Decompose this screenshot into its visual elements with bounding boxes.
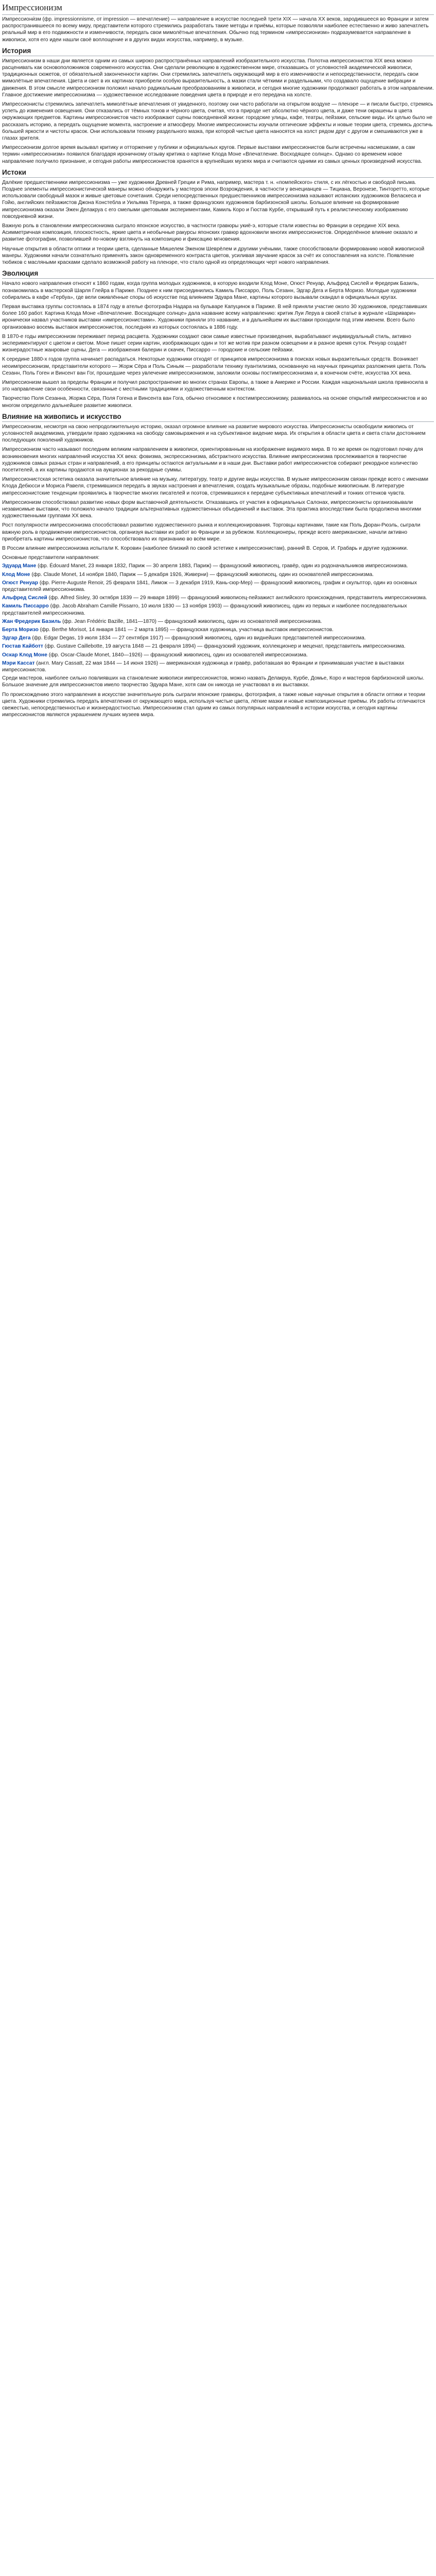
- artist-entry: [2, 635, 434, 641]
- article: [0, 0, 436, 724]
- artist-description: (фр. Alfred Sisley, 30 октября 1839 — 29 января 1899) — французский живописец-пейзажист английского происхождения, представитель импрессионизма.: [47, 595, 427, 601]
- artist-link[interactable]: Альфред Сислей: [2, 595, 47, 601]
- artist-description: (фр. Pierre-Auguste Renoir, 25 февраля 1841, Лимож — 3 декабря 1919, Кань-сюр-Мер) — французский живописец, график и скульптор, один из основных представителей импрессионизма.: [2, 580, 417, 593]
- artist-link[interactable]: Клод Моне: [2, 571, 30, 578]
- section-paragraph: Импрессионизм способствовал развитию новых форм выставочной деятельности. Отказавшись от участия в официальных Салонах, импрессионисты организовывали независимые выставки, что положило начало традиции альтернативных художественных объединений и выставок. Эта практика впоследствии была продолжена многими художественными группами XX века.: [2, 499, 422, 519]
- artist-entry: [2, 626, 434, 633]
- section-paragraph: Важную роль в становлении импрессионизма сыграло японское искусство, в частности гравюры укиё-э, которые стали известны во Франции в середине XIX века. Асимметричная композиция, плоскостность, яркие цвета и необычные ракурсы японских гравюр вдохновили многих импрессионистов. Определённое влияние оказало и развитие фотографии, позволившей по-новому взглянуть на композицию и фиксацию мгновения.: [2, 223, 417, 243]
- artist-description: (фр. Gustave Caillebotte, 19 августа 1848 — 21 февраля 1894) — французский художник, коллекционер и меценат, представитель импрессионизма.: [43, 643, 406, 650]
- section-paragraph: В России влияние импрессионизма испытали К. Коровин (наиболее близкий по своей эстетике к импрессионистам), ранний В. Серов, И. Грабарь и другие художники.: [2, 546, 408, 551]
- artist-entry: [2, 571, 434, 578]
- artist-description: (англ. Mary Cassatt, 22 мая 1844 — 14 июня 1926) — американская художница и гравёр, работавшая во Франции и принимавшая участие в выставках импрессионистов.: [2, 660, 405, 673]
- section-paragraph: К середине 1880-х годов группа начинает распадаться. Некоторые художники отходят от принципов импрессионизма в поисках новых выразительных средств. Возникает неоимпрессионизм, представители которого — Жорж Сёра и Поль Синьяк — разработали технику пуантилизма, основанную на научных принципах разложения цвета. Поль Сезанн, Поль Гоген и Винсент ван Гог, прошедшие через увлечение импрессионизмом, заложили основы постимпрессионизма и, в конечном счёте, искусства XX века.: [2, 357, 426, 376]
- artist-entry: [2, 643, 434, 650]
- closing-section: [2, 675, 434, 718]
- artist-link[interactable]: Эдгар Дега: [2, 635, 31, 641]
- artist-entry: [2, 595, 434, 601]
- section-heading: Влияние на живопись и искусство: [2, 412, 434, 422]
- artists-intro: Основные представители направления:: [2, 555, 100, 561]
- closing-paragraph: По происхождению этого направления в искусстве значительную роль сыграли японские гравюры, фотография, а также новые научные открытия в области оптики и теории цвета. Художники стремились передать впечатления от окружающего мира, используя чистые цвета, лёгкие мазки и новые композиционные приёмы. Их работы отличаются свежестью, непосредственностью и жизнерадостностью. Импрессионизм стал одним из самых популярных направлений в истории искусства, и сегодня картины импрессионистов являются украшением лучших музеев мира.: [2, 691, 425, 718]
- artist-entry: [2, 618, 434, 625]
- section-heading: Эволюция: [2, 269, 434, 279]
- section-paragraph: Далёкие предшественники импрессионизма — уже художники Древней Греции и Рима, например, мастера т. н. «помпейского» стиля, с их лёгкостью и свободой письма. Позднее элементы импрессионистической манеры можно обнаружить у мастеров эпохи Возрождения, в частности у венецианцев — Тициана, Веронезе, Тинторетто, которые использовали свободный мазок и живые цветовые сочетания. Среди непосредственных предшественников импрессионизма называют испанских художников Веласкеса и Гойю, английских пейзажистов Джона Констебла и Уильяма Тёрнера, а также французских художников барбизонской школы. Большое влияние на формирование импрессионизма оказали Эжен Делакруа с его смелыми цветовыми экспериментами, Камиль Коро и Гюстав Курбе, открывший путь к реалистическому изображению повседневной жизни.: [2, 179, 430, 219]
- artist-link[interactable]: Жан Фредерик Базиль: [2, 618, 61, 624]
- artist-description: (фр. Claude Monet, 14 ноября 1840, Париж — 5 декабря 1926, Живерни) — французский живописец, один из основателей импрессионизма.: [30, 571, 374, 578]
- section-paragraph: Импрессионизм долгое время вызывал критику и отторжение у публики и официальных кругов. Первые выставки импрессионистов были встречены насмешками, а сам термин «импрессионизм» появился благодаря ироничному отзыву критика о картине Клода Моне «Впечатление. Восходящее солнце». Однако со временем новое направление получило признание, и сегодня работы импрессионистов хранятся в крупнейших музеях мира и считаются одними из самых ценных произведений искусства.: [2, 145, 423, 164]
- section-paragraph: Импрессионизм вышел за пределы Франции и получил распространение во многих странах Европы, а также в Америке и России. Каждая национальная школа привносила в это направление свои особенности, связанные с местными традициями и художественным контекстом.: [2, 379, 428, 393]
- artist-entry: [2, 580, 434, 593]
- artist-link[interactable]: Эдуард Мане: [2, 563, 37, 569]
- closing-paragraph: Среди мастеров, наиболее сильно повлиявших на становление живописи импрессионистов, можно назвать Делакруа, Курбе, Домье, Коро и мастеров барбизонской школы. Большое значение для импрессионистов имело творчество Эдуара Мане, хотя сам он никогда не участвовал в их выставках.: [2, 675, 425, 688]
- section-heading: История: [2, 46, 434, 56]
- lead-section: [2, 16, 434, 43]
- artists-list: [2, 554, 434, 673]
- artist-description: (фр. Berthe Morisot, 14 января 1841 — 2 марта 1895) — французская художница, участница выставок импрессионистов.: [38, 627, 334, 633]
- artist-link[interactable]: Огюст Ренуар: [2, 580, 38, 586]
- section-paragraph: Первая выставка группы состоялась в 1874 году в ателье фотографа Надара на бульваре Капуцинок в Париже. В ней приняли участие около 30 художников, представивших более 160 работ. Картина Клода Моне «Впечатление. Восходящее солнце» дала название всему направлению: критик Луи Леруа в своей статье в журнале «Шаривари» иронически назвал участников выставки «импрессионистами». Художники приняли это название, и в дальнейшем их выставки проходили под этим именем. Всего было организовано восемь выставок импрессионистов, последняя из которых состоялась в 1886 году.: [2, 303, 427, 330]
- artist-link[interactable]: Гюстав Кайботт: [2, 643, 43, 650]
- artist-link[interactable]: Камиль Писсарро: [2, 603, 49, 609]
- artist-description: (фр. Édouard Manet, 23 января 1832, Париж — 30 апреля 1883, Париж) — французский живописец, гравёр, один из родоначальников импрессионизма.: [36, 563, 408, 569]
- lead-paragraph: Импрессиони́зм (фр. impressionnisme, от impression — впечатление) — направление в искусстве последней трети XIX — начала XX веков, зародившееся во Франции и затем распространившееся по всему миру, представители которого стремились разработать такие методы и приёмы, которые позволяли наиболее естественно и живо запечатлеть реальный мир в его подвижности и изменчивости, передать свои мимолётные впечатления. Обычно под термином «импрессионизм» подразумевается направление в живописи, хотя его идеи нашли своё воплощение и в других видах искусства, например, в музыке.: [2, 16, 429, 43]
- artist-description: (фр. Jean Frédéric Bazille, 1841—1870) — французский живописец, один из основателей импрессионизма.: [61, 618, 322, 624]
- artist-link[interactable]: Берта Моризо: [2, 627, 39, 633]
- section-paragraph: Начало нового направления относят к 1860 годам, когда группа молодых художников, в которую входили Клод Моне, Огюст Ренуар, Альфред Сислей и Фредерик Базиль, познакомилась в мастерской Шарля Глейра в Париже. Позднее к ним присоединились Камиль Писсарро, Поль Сезанн, Эдгар Дега и Берта Моризо. Молодые художники собирались в кафе «Гербуа», где вели оживлённые споры об искусстве под влиянием Эдуара Мане, картины которого вызывали скандал в официальных кругах.: [2, 281, 419, 300]
- section-paragraph: Рост популярности импрессионизма способствовал развитию художественного рынка и коллекционирования. Торговцы картинами, такие как Поль Дюран-Рюэль, сыграли важную роль в продвижении импрессионистов, организуя выставки их работ во Франции и за рубежом. Коллекционеры, прежде всего американские, начали активно приобретать картины импрессионистов, что способствовало их признанию во всём мире.: [2, 522, 421, 542]
- artist-description: (фр. Jacob Abraham Camille Pissarro, 10 июля 1830 — 13 ноября 1903) — французский живописец, один из первых и наиболее последовательных представителей импрессионизма.: [2, 603, 407, 616]
- artist-description: (фр. Oscar-Claude Monet, 1840—1926) — французский живописец, один из основателей импрессионизма.: [47, 652, 308, 658]
- artist-entry: [2, 603, 434, 616]
- section-paragraph: Импрессионисты стремились запечатлеть мимолётные впечатления от увиденного, поэтому они часто работали на открытом воздухе — пленэре — и писали быстро, стремясь успеть до изменения освещения. Они отказались от тёмных тонов и чёрного цвета, считая, что в природе нет абсолютно чёрного цвета, и даже тени окрашены в цвета окружающих предметов. Картины импрессионистов часто изображают сцены повседневной жизни: городские улицы, кафе, театры, пейзажи, сельские виды. Их целью было не рассказать историю, а передать ощущение момента, настроение и атмосферу. Многие импрессионисты изучали оптические эффекты и новые теории цвета, стремясь достичь большей яркости и чистоты красок. Они использовали технику раздельного мазка, при которой чистые цвета наносятся на холст рядом друг с другом и смешиваются уже в глазах зрителя.: [2, 101, 433, 142]
- section-paragraph: Научные открытия в области оптики и теории цвета, сделанные Мишелем Эженом Шеврёлем и другими учёными, также способствовали формированию новой живописной манеры. Художники начали сознательно применять закон одновременного контраста цветов, усиливая звучание красок за счёт их сопоставления на холсте. Появление тюбиков с масляными красками сделало возможной работу на пленэре, что стало одной из определяющих черт нового направления.: [2, 246, 425, 266]
- section-heading: Истоки: [2, 168, 434, 178]
- page-title: Импрессионизм: [2, 3, 434, 15]
- section-paragraph: Импрессионизм в наши дни является одним из самых широко распространённых направлений изобразительного искусства. Полотна импрессионистов XIX века можно расценивать как основоположников современного искусства. Они сделали революцию в художественном мире, отказавшись от условностей академической живописи, традиционных сюжетов, от обязательной законченности картин. Они стремились запечатлеть окружающий мир в его изменчивости и непосредственности, передать свои мимолётные впечатления. Цвета и свет в их картинах приобрели особую выразительность, а мазки стали чёткими и раздельными, что создавало ощущение вибрации и движения. В этом смысле импрессионизм положил начало радикальным преобразованиям в живописи, и сегодня многие художники продолжают работать в этом направлении. Главное достижение импрессионизма — художественное исследование поведения цвета в природе и его передача на холсте.: [2, 58, 434, 98]
- section-paragraph: Творчество Поля Сезанна, Жоржа Сёра, Поля Гогена и Винсента ван Гога, обычно относимое к постимпрессионизму, развивалось на основе открытий импрессионистов и во многом определило дальнейшее развитие живописи.: [2, 396, 427, 409]
- artist-link[interactable]: Мэри Кассат: [2, 660, 35, 666]
- section-paragraph: Импрессионистская эстетика оказала значительное влияние на музыку, литературу, театр и другие виды искусства. В музыке импрессионизм связан прежде всего с именами Клода Дебюсси и Мориса Равеля, стремившихся передать в звуках настроения и впечатления, создать музыкальные образы, подобные живописным. В литературе импрессионистские тенденции проявились в творчестве многих писателей и поэтов, стремившихся к передаче субъективных впечатлений и тонких оттенков чувств.: [2, 477, 428, 496]
- section-paragraph: В 1870-е годы импрессионизм переживает период расцвета. Художники создают свои самые известные произведения, вырабатывают индивидуальный стиль, активно экспериментируют с цветом и светом. Моне пишет серии картин, изображающих один и тот же мотив при разном освещении и в разное время суток. Ренуар создаёт жизнерадостные жанровые сцены, Дега — изображения балерин и скачек, Писсарро — городские и сельские пейзажи.: [2, 333, 411, 353]
- section-paragraph: Импрессионизм, несмотря на свою непродолжительную историю, оказал огромное влияние на развитие мирового искусства. Импрессионисты освободили живопись от условностей академизма, утвердили право художника на свободу самовыражения и на субъективное видение мира. Их открытия в области цвета и света стали достоянием последующих поколений художников.: [2, 423, 426, 444]
- section-paragraph: Импрессионизм часто называют последним великим направлением в живописи, ориентированным на изображение видимого мира. В то же время он подготовил почву для возникновения многих направлений искусства XX века: фовизма, экспрессионизма, абстрактного искусства. Влияние импрессионизма прослеживается в творчестве художников самых разных стран и направлений, а его принципы остаются актуальными и в наши дни. Выставки работ импрессионистов собирают рекордное количество посетителей, а их картины продаются на аукционах за рекордные суммы.: [2, 447, 423, 473]
- artist-entry: [2, 563, 434, 569]
- artist-description: (фр. Edgar Degas, 19 июля 1834 — 27 сентября 1917) — французский живописец, один из виднейших представителей импрессионизма.: [30, 635, 366, 641]
- artist-link[interactable]: Оскар Клод Моне: [2, 652, 47, 658]
- content-sections: [2, 46, 434, 552]
- artist-entry: [2, 660, 434, 673]
- artist-entry: [2, 652, 434, 658]
